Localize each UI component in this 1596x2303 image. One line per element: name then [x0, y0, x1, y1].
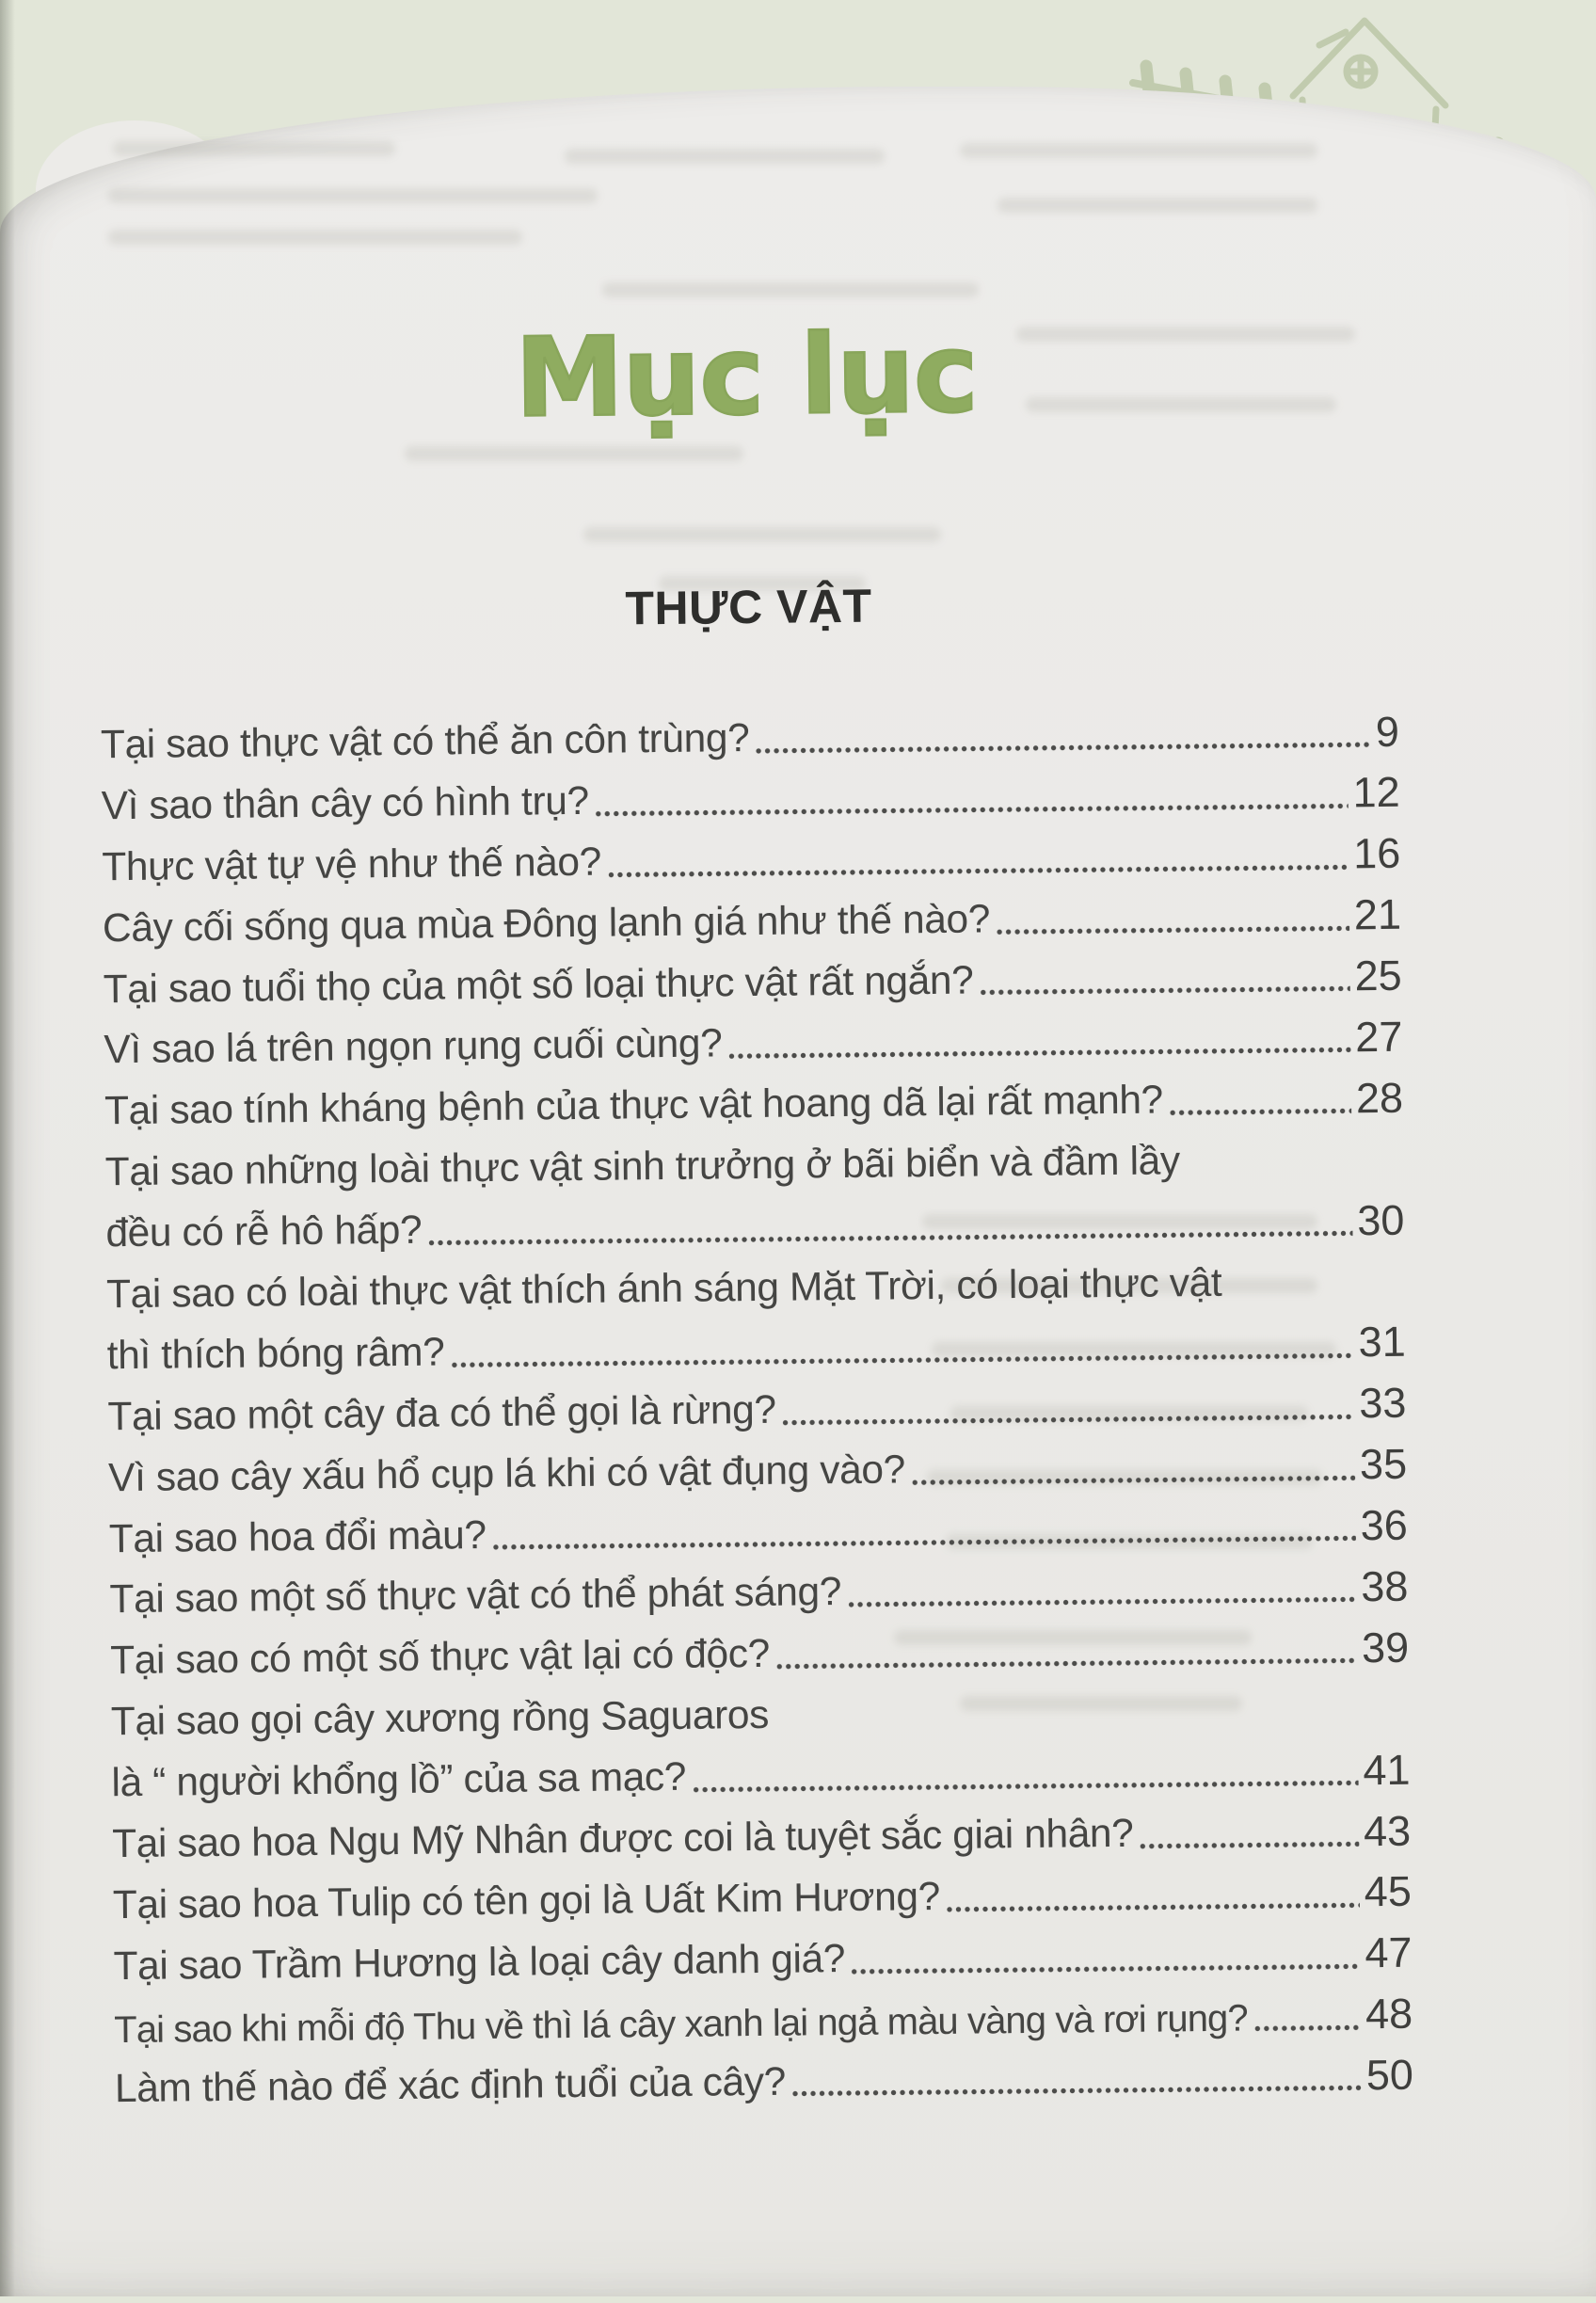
dot-leader	[1140, 1841, 1359, 1848]
toc-entry-text: Thực vật tự vệ như thế nào?	[102, 840, 602, 890]
dot-leader	[852, 1963, 1361, 1975]
page-content	[94, 80, 1416, 2303]
toc-entry-page-number: 16	[1352, 829, 1401, 878]
toc-entry-text: Tại sao những loài thực vật sinh trưởng ở bãi biển và đầm lầy	[104, 1139, 1180, 1195]
toc-entry-page-number: 48	[1365, 1989, 1413, 2039]
toc-entry-page-number: 35	[1359, 1439, 1408, 1489]
toc-entry-page-number: 33	[1359, 1379, 1407, 1428]
toc-entry-text: Tại sao gọi cây xương rồng Saguaros	[110, 1693, 770, 1745]
toc-list	[101, 695, 1414, 2113]
toc-entry-text: Tại sao hoa đổi màu?	[108, 1512, 487, 1561]
dot-leader	[776, 1658, 1357, 1670]
dot-leader	[848, 1597, 1356, 1608]
toc-entry-page-number: 41	[1363, 1745, 1411, 1794]
toc-entry-page-number: 28	[1355, 1073, 1404, 1123]
toc-entry-page-number: 39	[1361, 1623, 1410, 1672]
toc-entry-text: Tại sao có một số thực vật lại có độc?	[109, 1632, 771, 1684]
dot-leader	[792, 2086, 1362, 2097]
toc-entry-text: Tại sao một cây đa có thể gọi là rừng?	[107, 1387, 776, 1440]
dot-leader	[756, 742, 1371, 754]
dot-leader	[608, 864, 1349, 877]
dot-leader	[980, 986, 1349, 996]
toc-entry-page-number: 36	[1360, 1500, 1409, 1550]
section-title: THỰC VẬT	[625, 579, 872, 635]
toc-entry-page-number: 12	[1352, 768, 1400, 817]
toc-entry-page-number: 21	[1353, 889, 1402, 939]
dot-leader	[1170, 1109, 1351, 1116]
dot-leader	[912, 1475, 1355, 1485]
dot-leader	[596, 803, 1349, 816]
dot-leader	[997, 925, 1349, 935]
toc-page	[0, 87, 1596, 2296]
toc-entry-text: Tại sao khi mỗi độ Thu về thì lá cây xanh lại ngả màu vàng và rơi rụng?	[114, 1997, 1248, 2051]
toc-entry-page-number: 38	[1361, 1561, 1409, 1611]
toc-entry-page-number: 43	[1363, 1806, 1412, 1855]
toc-entry-page-number: 45	[1364, 1867, 1412, 1916]
toc-entry-page-number: 30	[1357, 1195, 1405, 1244]
toc-entry-text: Tại sao Trầm Hương là loại cây danh giá?	[113, 1936, 846, 1990]
dot-leader	[783, 1414, 1355, 1425]
toc-entry-text: Tại sao một số thực vật có thể phát sáng?	[109, 1570, 842, 1623]
dot-leader	[728, 1048, 1350, 1060]
toc-entry-text: thì thích bóng râm?	[106, 1330, 445, 1379]
toc-entry-text: là “ người khổng lồ” của sa mạc?	[111, 1754, 687, 1806]
toc-entry-text: Vì sao thân cây có hình trụ?	[101, 778, 589, 829]
toc-entry-page-number: 50	[1365, 2050, 1414, 2100]
toc-entry-page-number: 25	[1354, 951, 1402, 1000]
dot-leader	[451, 1352, 1353, 1367]
toc-entry-text: Tại sao có loài thực vật thích ánh sáng Mặt Trời, có loại thực vật	[105, 1260, 1222, 1318]
dot-leader	[693, 1780, 1358, 1792]
page-title: Mục lục	[514, 310, 979, 442]
toc-entry-page-number: 31	[1358, 1318, 1406, 1367]
dot-leader	[493, 1536, 1356, 1551]
photo-left-edge-shadow	[0, 0, 15, 2296]
toc-entry-page-number: 9	[1375, 707, 1400, 756]
toc-entry-page-number: 47	[1365, 1928, 1412, 1977]
toc-entry-text: Tại sao tính kháng bệnh của thực vật hoang dã lại rất mạnh?	[104, 1078, 1164, 1134]
toc-entry-text: Vì sao cây xấu hổ cụp lá khi có vật đụng vào?	[107, 1447, 906, 1500]
toc-entry-text: Làm thế nào để xác định tuổi của cây?	[114, 2059, 787, 2111]
toc-entry-text: Tại sao hoa Ngu Mỹ Nhân được coi là tuyệt sắc giai nhân?	[111, 1811, 1134, 1867]
dot-leader	[428, 1230, 1352, 1245]
toc-entry-text: Tại sao hoa Tulip có tên gọi là Uất Kim Hương?	[112, 1874, 941, 1928]
toc-entry-text: Vì sao lá trên ngọn rụng cuối cùng?	[104, 1021, 723, 1073]
toc-entry-text: Tại sao thực vật có thể ăn côn trùng?	[100, 716, 750, 768]
dot-leader	[947, 1902, 1360, 1912]
toc-entry-text: đều có rễ hô hấp?	[105, 1207, 423, 1256]
toc-entry-text: Tại sao tuổi thọ của một số loại thực vật rất ngắn?	[103, 958, 974, 1012]
toc-entry-text: Cây cối sống qua mùa Đông lạnh giá như thế nào?	[102, 897, 991, 951]
dot-leader	[1254, 2024, 1361, 2031]
toc-entry-page-number: 27	[1354, 1012, 1403, 1062]
